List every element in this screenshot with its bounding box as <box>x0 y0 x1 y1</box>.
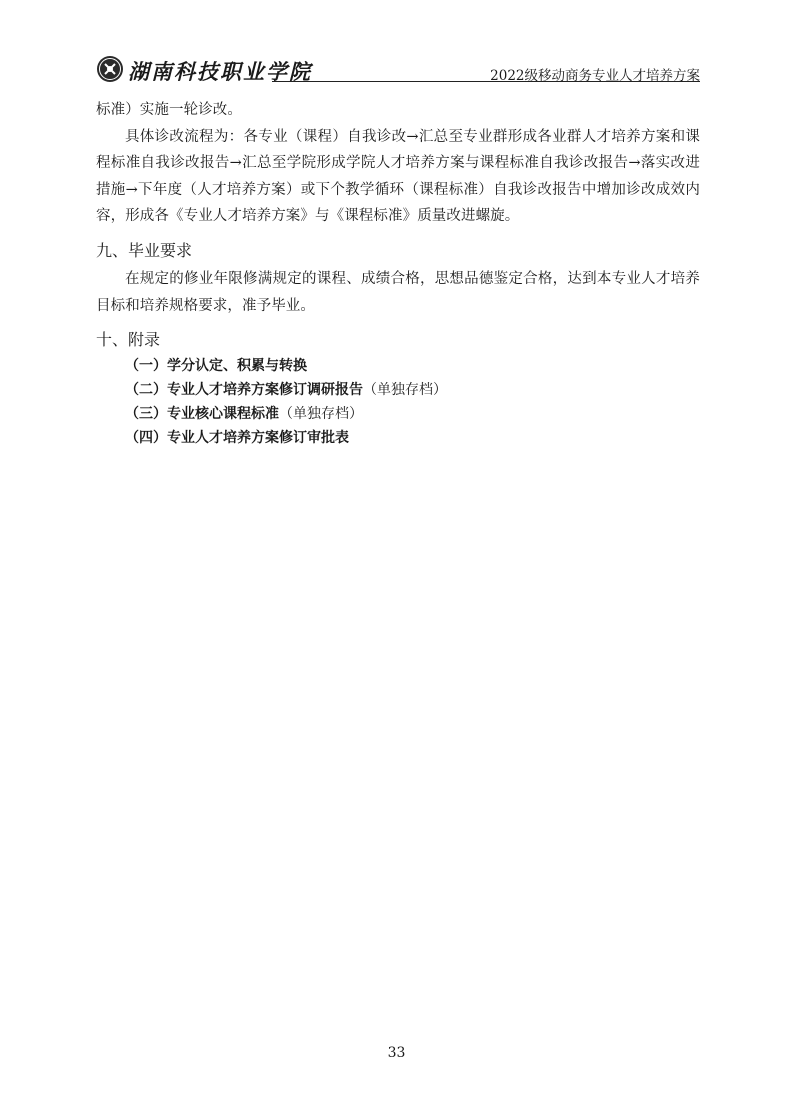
appendix-item <box>125 427 700 451</box>
paragraph: 标准）实施一轮诊改。 <box>96 102 242 118</box>
appendix-list <box>96 355 700 450</box>
appendix-item-note: （单独存档） <box>279 405 363 422</box>
section-heading: 十、附录 <box>96 330 161 350</box>
school-name-logo: 湖南科技职业学院 <box>128 59 312 84</box>
appendix-item-label: （四）专业人才培养方案修订审批表 <box>125 429 349 446</box>
appendix-item-note: （单独存档） <box>363 381 447 398</box>
appendix-item-label: （一）学分认定、积累与转换 <box>125 358 307 375</box>
section-heading: 九、毕业要求 <box>96 240 193 260</box>
appendix-item-label: （二）专业人才培养方案修订调研报告 <box>125 381 363 398</box>
appendix-item <box>125 355 700 379</box>
page-number: 33 <box>387 1045 406 1061</box>
paragraph: 具体诊改流程为：各专业（课程）自我诊改→汇总至专业群形成各业群人才培养方案和课程标准自我诊改报告→汇总至学院形成学院人才培养方案与课程标准自我诊改报告→落实改进措施→下年度（人才培养方案）或下个教学循环（课程标准）自我诊改报告中增加诊改成效内容，形成各《专业人才培养方案》与《课程标准》质量改进螺旋。 <box>96 128 700 225</box>
paragraph: 在规定的修业年限修满规定的课程、成绩合格，思想品德鉴定合格，达到本专业人才培养目标和培养规格要求，准予毕业。 <box>96 270 700 314</box>
school-seal-icon <box>96 55 124 83</box>
appendix-item <box>125 403 700 427</box>
appendix-item-label: （三）专业核心课程标准 <box>125 405 279 422</box>
appendix-item <box>125 379 700 403</box>
document-title: 2022级移动商务专业人才培养方案 <box>490 68 700 84</box>
page-header <box>96 55 700 87</box>
page-body <box>96 97 700 450</box>
